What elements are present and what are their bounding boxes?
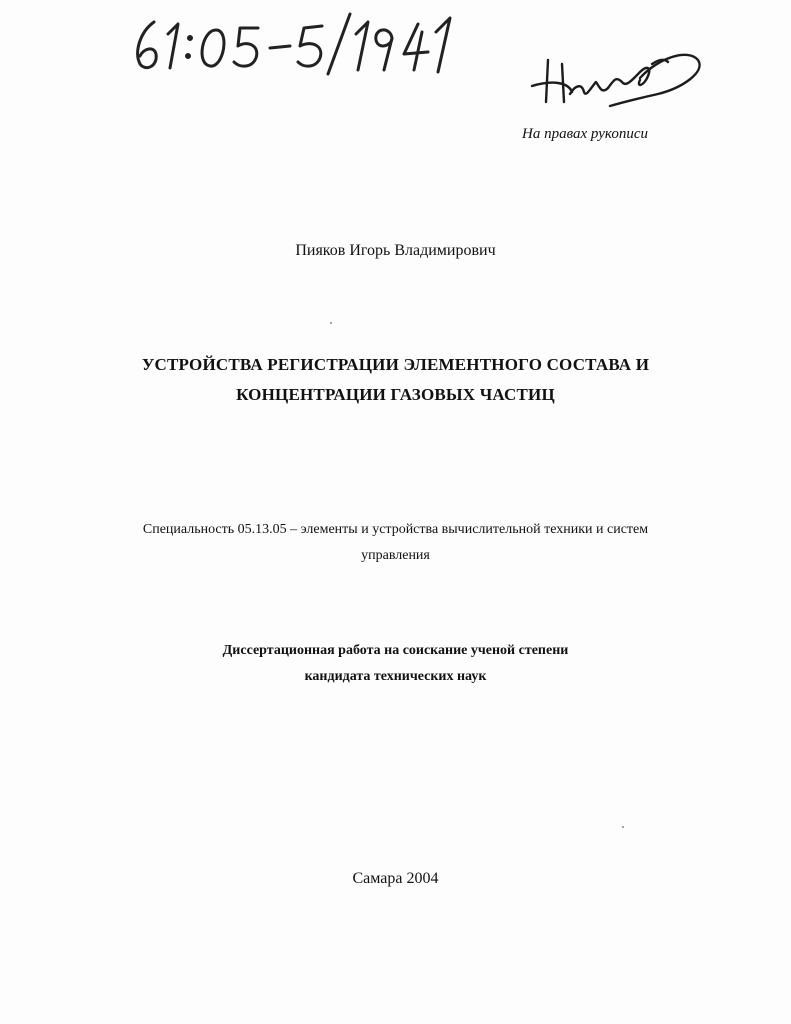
specialty-line: Специальность 05.13.05 – элементы и устройства вычислительной техники и систем bbox=[142, 522, 649, 537]
degree-line: Диссертационная работа на соискание ученой степени bbox=[222, 643, 569, 658]
handwritten-archive-number bbox=[128, 8, 478, 78]
author-name: Пияков Игорь Владимирович bbox=[295, 242, 496, 259]
signature bbox=[512, 36, 712, 116]
title-line: КОНЦЕНТРАЦИИ ГАЗОВЫХ ЧАСТИЦ bbox=[236, 385, 555, 404]
city-and-year: Самара 2004 bbox=[352, 870, 439, 887]
manuscript-rights-note: На правах рукописи bbox=[522, 126, 648, 142]
degree-statement bbox=[150, 638, 641, 690]
dissertation-title bbox=[100, 350, 691, 410]
specialty-line: управления bbox=[361, 548, 430, 563]
title-line: УСТРОЙСТВА РЕГИСТРАЦИИ ЭЛЕМЕНТНОГО СОСТАВА И bbox=[141, 355, 650, 374]
scan-speck bbox=[330, 322, 332, 324]
degree-line: кандидата технических наук bbox=[304, 669, 487, 684]
scan-speck bbox=[622, 826, 624, 828]
specialty-text bbox=[100, 517, 691, 569]
